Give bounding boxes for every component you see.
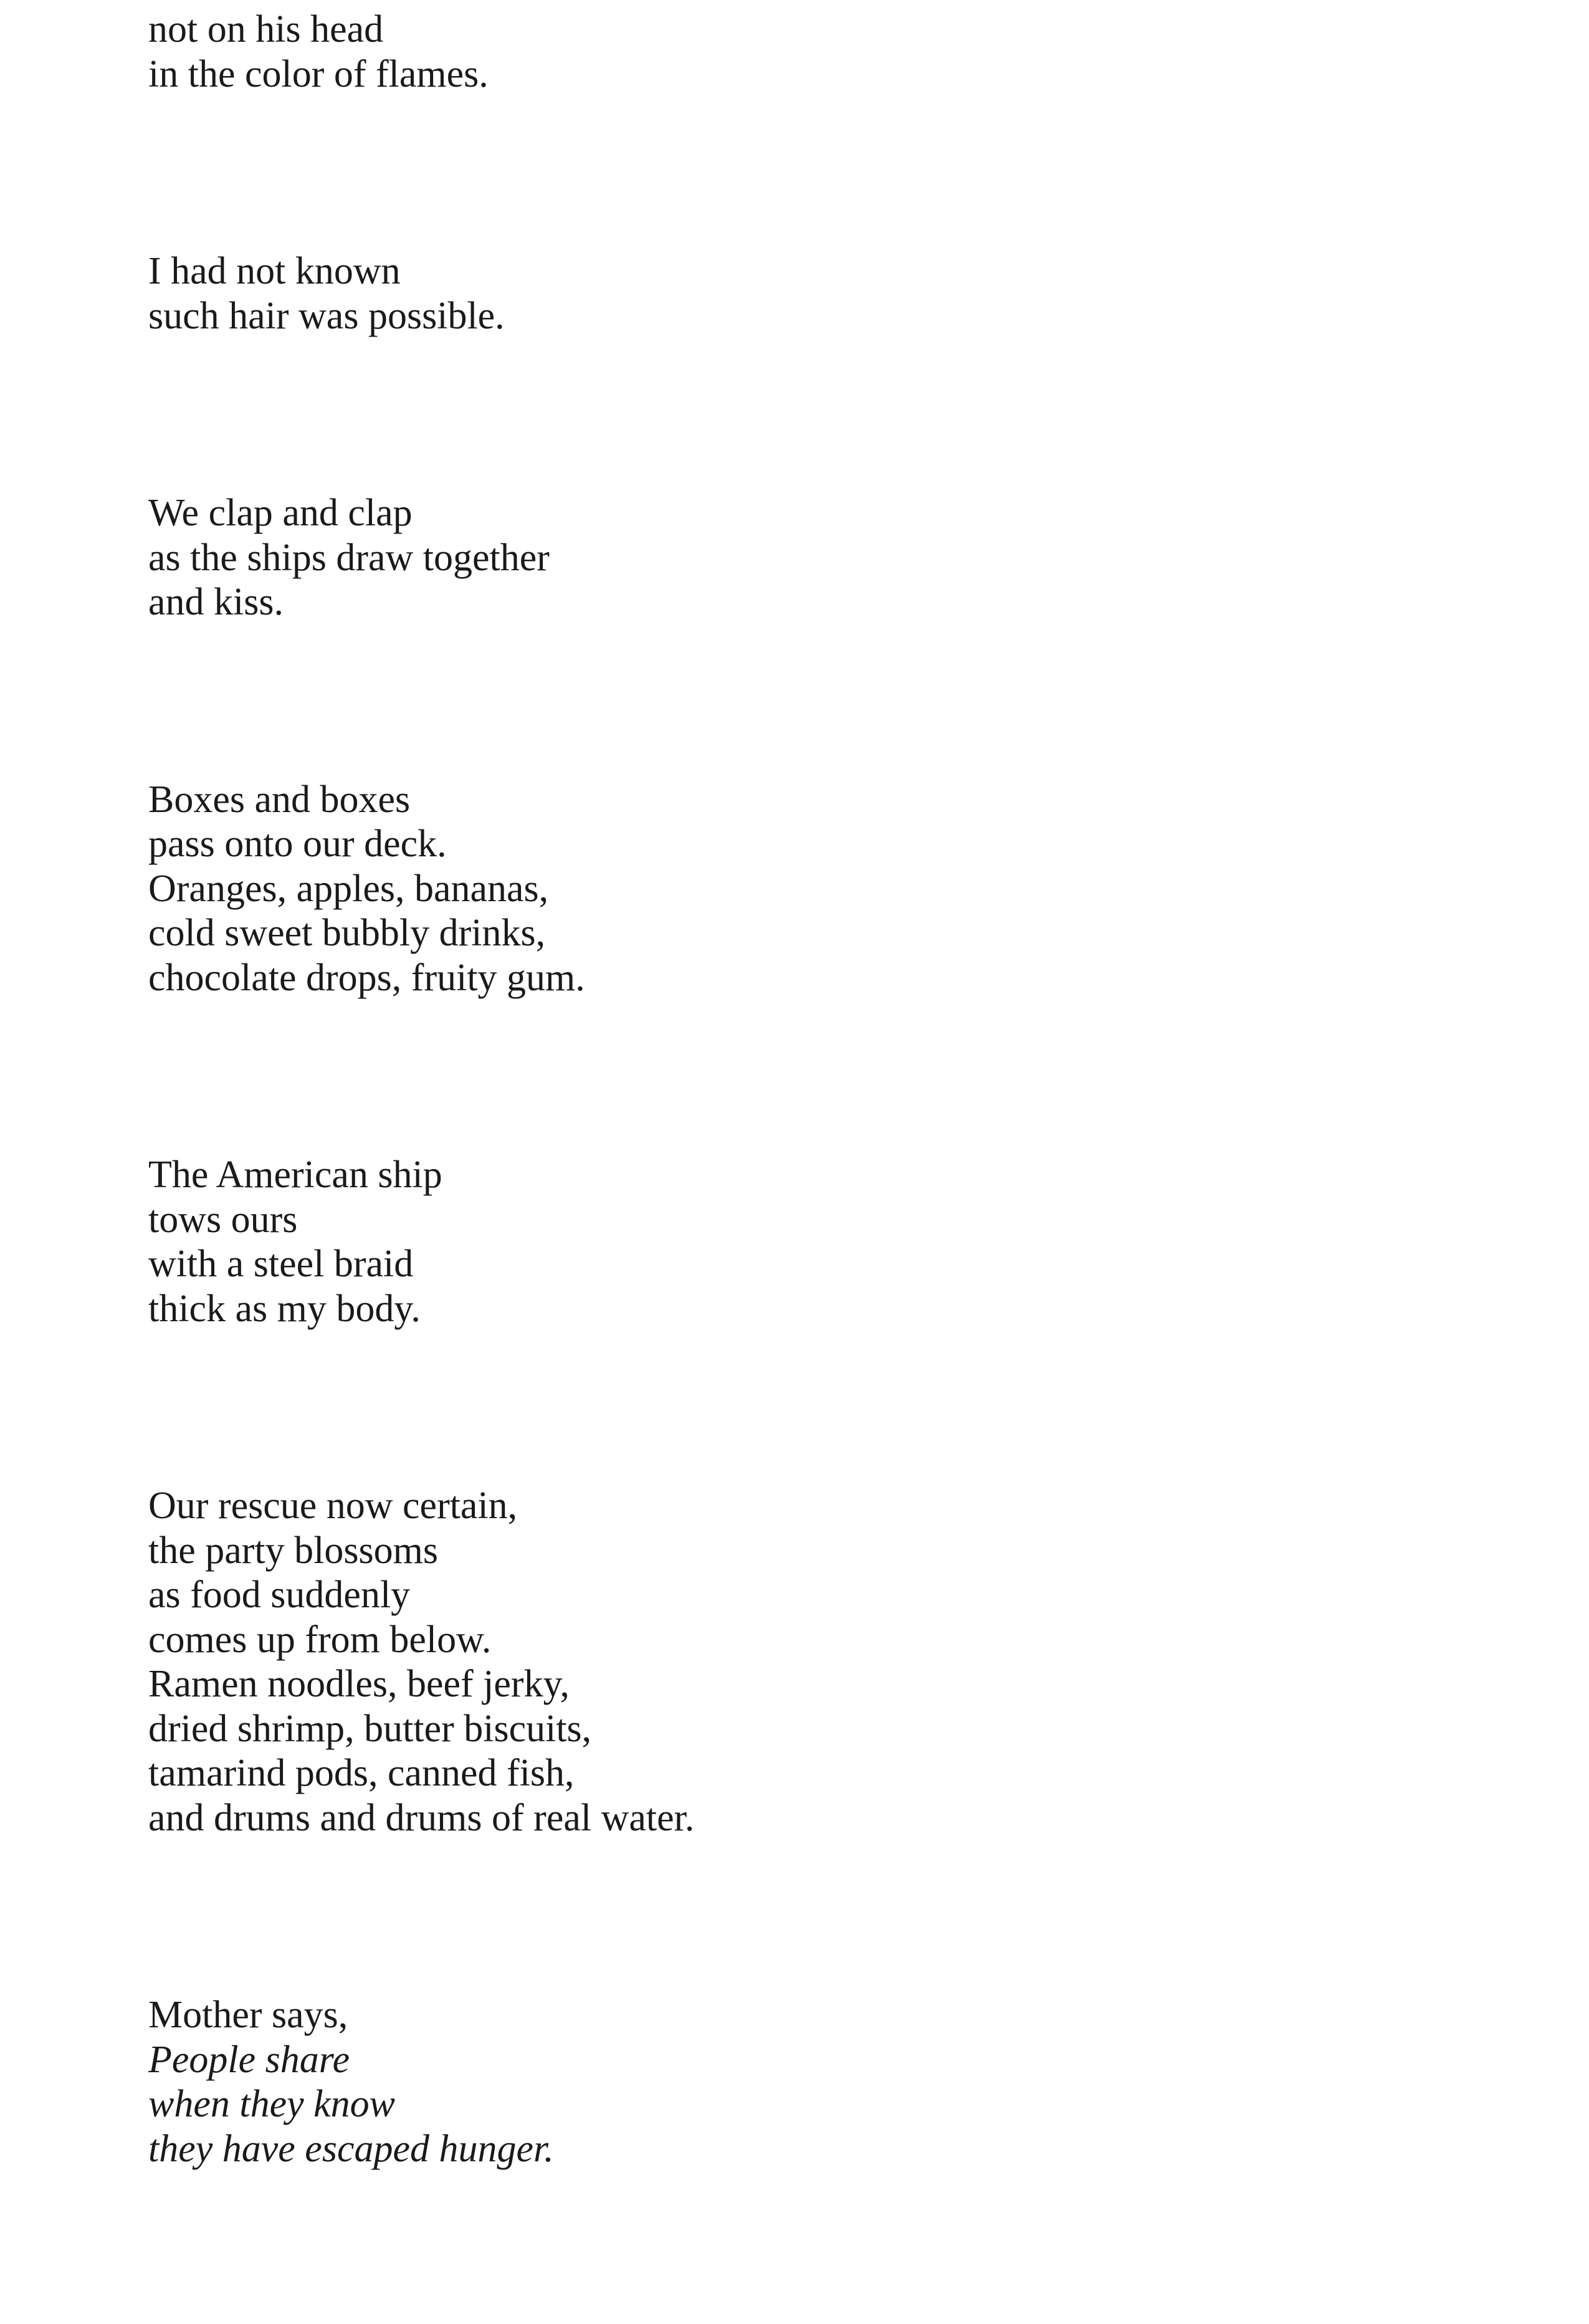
poem-line: I had not known bbox=[148, 250, 401, 292]
poem-line: and kiss. bbox=[148, 581, 284, 623]
poem-line: The American ship bbox=[148, 1154, 442, 1196]
poem-line: as food suddenly bbox=[148, 1574, 411, 1616]
stanza bbox=[148, 778, 1395, 1001]
poem-line: thick as my body. bbox=[148, 1287, 421, 1330]
poem-line-italic: they have escaped hunger. bbox=[148, 2127, 554, 2170]
poem-line: Boxes and boxes bbox=[148, 778, 411, 821]
poem-text bbox=[148, 7, 1395, 2324]
poem-line: the party blossoms bbox=[148, 1529, 438, 1572]
stanza bbox=[148, 1153, 1395, 1331]
poem-line: with a steel braid bbox=[148, 1243, 414, 1285]
poem-line: dried shrimp, butter biscuits, bbox=[148, 1707, 592, 1750]
poem-line: Oranges, apples, bananas, bbox=[148, 867, 549, 910]
poem-line: Our rescue now certain, bbox=[148, 1485, 518, 1527]
poem-line: tamarind pods, canned fish, bbox=[148, 1752, 575, 1794]
stanza bbox=[148, 491, 1395, 625]
poem-line: Ramen noodles, beef jerky, bbox=[148, 1663, 570, 1705]
poem-line: cold sweet bubbly drinks, bbox=[148, 912, 546, 954]
stanza bbox=[148, 1484, 1395, 1840]
poem-line: not on his head bbox=[148, 8, 384, 50]
poem-line: pass onto our deck. bbox=[148, 823, 447, 865]
stanza bbox=[148, 1993, 1395, 2171]
poem-line-italic: People share bbox=[148, 2038, 350, 2081]
stanza bbox=[148, 7, 1395, 97]
stanza bbox=[148, 249, 1395, 338]
poem-line: in the color of flames. bbox=[148, 52, 489, 95]
poem-line: such hair was possible. bbox=[148, 294, 505, 337]
poem-line: Mother says, bbox=[148, 1994, 348, 2036]
poem-line: tows ours bbox=[148, 1198, 298, 1241]
poem-line: We clap and clap bbox=[148, 492, 413, 534]
poem-line: comes up from below. bbox=[148, 1618, 492, 1661]
poem-line: and drums and drums of real water. bbox=[148, 1796, 695, 1839]
poem-line-italic: when they know bbox=[148, 2083, 396, 2125]
poem-line: as the ships draw together bbox=[148, 536, 550, 579]
poem-line: chocolate drops, fruity gum. bbox=[148, 956, 585, 999]
